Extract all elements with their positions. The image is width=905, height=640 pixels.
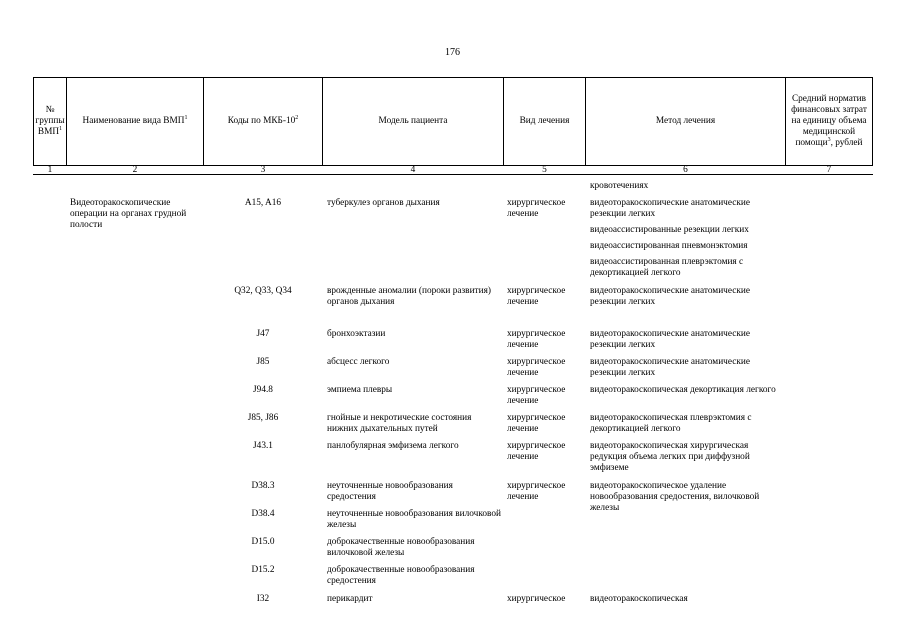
page-number: 176 (445, 47, 460, 58)
header-cell-group-number: № группы ВМП$^1$ (35, 105, 65, 137)
treatment-method: видеоассистированная пневмонэктомия (590, 241, 748, 251)
treatment-method: видеоторакоскопическая плеврэктомия с декортикацией легкого (590, 413, 752, 434)
icd-code: J85, J86 (247, 413, 279, 423)
column-number: 3 (260, 165, 266, 175)
icd-code: J85 (256, 357, 270, 367)
icd-code: D38.3 (251, 481, 275, 491)
treatment-method: видеоторакоскопические анатомические резекции легких (590, 286, 750, 307)
treatment-method: видеоторакоскопическая хирургическая редукция объема легких при диффузной эмфиземе (590, 441, 750, 473)
treatment-method: видеоторакоскопические анатомические резекции легких (590, 329, 750, 350)
header-cell-patient-model: Модель пациента (378, 116, 448, 126)
treatment-type: хирургическое лечение (507, 198, 566, 219)
icd-code: Q32, Q33, Q34 (234, 286, 292, 296)
header-cell-treatment-type: Вид лечения (519, 116, 570, 126)
treatment-type: хирургическое (507, 594, 566, 604)
icd-code: D38.4 (251, 509, 275, 519)
icd-code: J94.8 (253, 385, 273, 395)
treatment-type: хирургическое лечение (507, 357, 566, 378)
column-number: 5 (542, 165, 547, 175)
treatment-type: хирургическое лечение (507, 385, 566, 406)
patient-model: гнойные и некротические состояния нижних дыхательных путей (327, 413, 472, 434)
header-cell-icd-codes: Коды по МКБ-$10^2$ (227, 114, 299, 126)
patient-model: абсцесс легкого (327, 357, 390, 367)
treatment-method: видеоторакоскопическая (590, 594, 688, 604)
patient-model: туберкулез органов дыхания (327, 198, 440, 208)
icd-code: J43.1 (253, 441, 273, 451)
treatment-method: видеоторакоскопическая декортикация легкого (590, 385, 776, 395)
treatment-method: видеоассистированные резекции легких (590, 225, 749, 235)
treatment-method: видеоторакоскопические анатомические резекции легких (590, 357, 750, 378)
method-continuation: кровотечениях (590, 181, 649, 191)
treatment-type: хирургическое лечение (507, 413, 566, 434)
column-divider (872, 77, 873, 165)
icd-code: D15.2 (251, 565, 275, 575)
column-number: 6 (683, 165, 688, 175)
icd-code: I32 (256, 594, 270, 604)
patient-model: неуточненные новообразования средостения (327, 481, 453, 502)
patient-model: неуточненные новообразования вилочковой железы (327, 509, 501, 530)
column-divider (785, 77, 786, 165)
treatment-type: хирургическое лечение (507, 441, 566, 462)
header-cell-cost-standard: Средний норматив финансовых затрат на единицу объема медицинской помощи$^3$, рублей (791, 94, 867, 148)
header-cell-vmp-name: Наименование вида ВМП$^1$ (82, 114, 188, 126)
treatment-method: видеоторакоскопическое удаление новообразования средостения, вилочковой железы (590, 481, 760, 513)
column-number: 7 (826, 165, 832, 175)
patient-model: врожденные аномалии (пороки развития) органов дыхания (327, 286, 491, 307)
treatment-type: хирургическое лечение (507, 481, 566, 502)
patient-model: перикардит (327, 594, 373, 604)
icd-code: D15.0 (251, 537, 275, 547)
column-number: 4 (410, 165, 416, 175)
patient-model: доброкачественные новообразования средостения (327, 565, 475, 586)
vmp-name: Видеоторакоскопические операции на органах грудной полости (70, 198, 187, 230)
treatment-type: хирургическое лечение (507, 329, 566, 350)
patient-model: бронхоэктазии (327, 329, 386, 339)
patient-model: панлобулярная эмфизема легкого (327, 441, 459, 451)
patient-model: эмпиема плевры (327, 385, 393, 395)
treatment-type: хирургическое лечение (507, 286, 566, 307)
treatment-method: видеоторакоскопические анатомические резекции легких (590, 198, 750, 219)
icd-code: J47 (256, 329, 270, 339)
patient-model: доброкачественные новообразования вилочковой железы (327, 537, 475, 558)
treatment-method: видеоассистированная плеврэктомия с декортикацией легкого (590, 257, 744, 278)
header-cell-treatment-method: Метод лечения (655, 116, 716, 126)
column-number: 1 (47, 165, 53, 175)
icd-code: A15, A16 (244, 198, 282, 208)
column-number: 2 (132, 165, 138, 175)
